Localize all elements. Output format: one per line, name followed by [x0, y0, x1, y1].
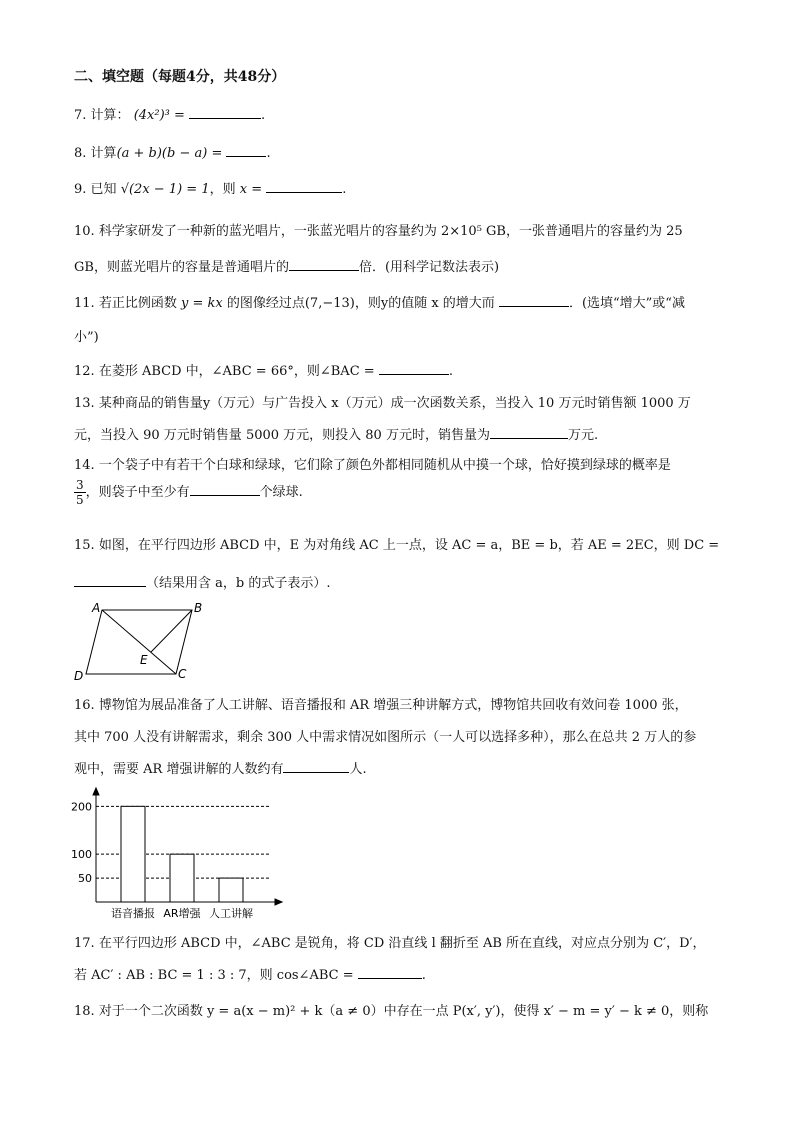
bar-0: [121, 806, 145, 902]
answer-blank[interactable]: [266, 180, 342, 193]
answer-blank[interactable]: [379, 362, 449, 375]
question-14-line2: $\frac{3}{5}$ ，则袋子中至少有 个绿球.: [76, 478, 303, 507]
bar-1: [170, 854, 194, 902]
probability-fraction: $\frac{3}{5}$: [76, 478, 84, 507]
parallelogram-figure: [72, 598, 212, 684]
question-16: 16. 博物馆为展品准备了人工讲解、语音播报和 AR 增强三种讲解方式，博物馆共回收有效问卷 1000 张，: [74, 698, 688, 713]
category-label: AR增强: [163, 907, 201, 920]
x-axis-arrow: [275, 899, 282, 905]
category-label: 语音播报: [111, 907, 155, 920]
question-12: 12. 在菱形 ABCD 中，∠ABC = 66°，则∠BAC = .: [74, 364, 453, 379]
question-18: 18. 对于一个二次函数 y = a(x − m)² + k（a ≠ 0）中存在一点 P(x′, y′)，使得 x′ − m = y′ − k ≠ 0，则称: [74, 1004, 709, 1019]
segment-be: [151, 610, 192, 652]
question-9: 9. 已知 √(2x − 1) = 1，则 x = .: [74, 182, 347, 197]
diagonal-ac: [102, 610, 176, 674]
answer-blank[interactable]: [499, 294, 569, 307]
answer-blank[interactable]: [358, 966, 422, 979]
answer-blank[interactable]: [289, 258, 359, 271]
question-16-line3: 观中，需要 AR 增强讲解的人数约有 人.: [74, 762, 367, 777]
bar-2: [219, 878, 243, 902]
question-17: 17. 在平行四边形 ABCD 中，∠ABC 是锐角，将 CD 沿直线 l 翻折至 AB 所在直线，对应点分别为 C′，D′，: [74, 936, 706, 951]
y-tick-label: 200: [71, 800, 92, 814]
question-10-line2: GB，则蓝光唱片的容量是普通唱片的 倍．(用科学记数法表示): [74, 260, 500, 275]
section-heading: 二、填空题（每题4分，共48分）: [74, 69, 286, 85]
question-14: 14. 一个袋子中有若干个白球和绿球，它们除了颜色外都相同随机从中摸一个球，恰好摸到绿球的概率是: [74, 458, 671, 473]
answer-blank[interactable]: [74, 574, 146, 587]
answer-blank[interactable]: [190, 483, 260, 496]
answer-blank[interactable]: [226, 144, 266, 157]
label-d: D: [74, 669, 84, 683]
question-15-line2: （结果用含 a，b 的式子表示）.: [74, 572, 330, 591]
question-13-line2: 元，当投入 90 万元时销售量 5000 万元，则投入 80 万元时，销售量为 万元.: [74, 428, 599, 443]
y-axis-arrow: [93, 788, 99, 795]
label-a: A: [92, 601, 101, 615]
answer-blank[interactable]: [283, 760, 349, 773]
question-17-line2: 若 AC′ : AB : BC = 1 : 3 : 7，则 cos∠ABC = .: [74, 968, 426, 983]
demand-bar-chart: [70, 786, 290, 926]
question-7: 7. 计算： (4x²)³ = .: [74, 108, 266, 123]
label-e: E: [140, 653, 148, 667]
category-label: 人工讲解: [209, 907, 253, 920]
y-tick-label: 100: [71, 848, 92, 862]
label-c: C: [178, 667, 187, 681]
question-8: 8. 计算(a + b)(b − a) = .: [74, 146, 271, 161]
answer-blank[interactable]: [490, 426, 568, 439]
question-11-line2: 小”): [74, 330, 99, 345]
question-10: 10. 科学家研发了一种新的蓝光唱片，一张蓝光唱片的容量约为 2×10⁵ GB，一张普通唱片的容量约为 25: [74, 224, 683, 239]
label-b: B: [194, 601, 203, 615]
y-tick-label: 50: [78, 872, 92, 886]
question-13: 13. 某种商品的销售量y（万元）与广告投入 x（万元）成一次函数关系，当投入 10 万元时销售额 1000 万: [74, 396, 691, 411]
question-16-line2: 其中 700 人没有讲解需求，剩余 300 人中需求情况如图所示（一人可以选择多种），那么在总共 2 万人的参: [74, 730, 697, 745]
question-15: 15. 如图，在平行四边形 ABCD 中，E 为对角线 AC 上一点，设 AC = a，BE = b，若 AE = 2EC，则 DC =: [74, 538, 720, 553]
answer-blank[interactable]: [189, 106, 261, 119]
question-11: 11. 若正比例函数 y = kx 的图像经过点(7,−13)，则y的值随 x 的增大而 ．(选填“增大”或“减: [74, 296, 685, 311]
